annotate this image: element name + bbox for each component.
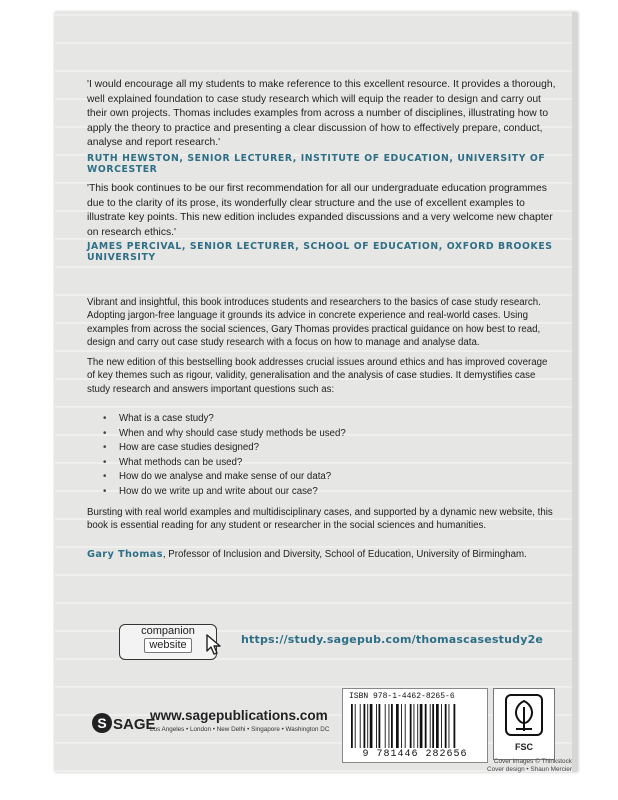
publisher-cities: Los Angeles • London • New Delhi • Singapore • Washington DC: [150, 726, 330, 733]
quote-1-attribution: RUTH HEWSTON, SENIOR LECTURER, INSTITUTE OF EDUCATION, UNIVERSITY OF WORCESTER: [87, 153, 546, 175]
companion-url-link[interactable]: https://study.sagepub.com/thomascasestudy2e: [241, 633, 544, 646]
isbn-barcode-box: [342, 688, 488, 763]
list-item: • How do we analyse and make sense of our data?: [103, 470, 346, 485]
quote-2-text: 'This book continues to be our first recommendation for all our undergraduate education programmes due to the clarity of its prose, its wonderfully clear structure and the use of excellent examples to illustrate key points. This new edition includes expanded discussions and a very welcome new chapter on research ethics.': [87, 183, 553, 238]
barcode-icon: [349, 704, 481, 748]
credit-design: Cover design • Shaun Mercier: [486, 766, 572, 773]
publisher-url[interactable]: www.sagepublications.com: [150, 708, 328, 723]
credit-images: Cover images © Thinkstock: [493, 758, 572, 765]
blurb-paragraph-1: Vibrant and insightful, this book introduces students and researchers to the basics of case study research. Adopting jargon-free language it grounds its advice in concrete experience and real-world cases. Using examples from across the social sciences, Gary Thomas provides practical guidance on how best to read, design and carry out case study research with a focus on how to manage and analyse data.: [87, 297, 541, 349]
fsc-tree-icon: [494, 689, 554, 741]
fsc-logo: [493, 688, 555, 760]
quote-2-attribution: JAMES PERCIVAL, SENIOR LECTURER, SCHOOL OF EDUCATION, OXFORD BROOKES UNIVERSITY: [87, 241, 553, 263]
svg-text:SAGE: SAGE: [113, 716, 156, 733]
list-item: • When and why should case study methods be used?: [103, 427, 346, 442]
companion-website-badge[interactable]: [119, 624, 217, 660]
author-name: Gary Thomas: [87, 549, 163, 560]
isbn-text: ISBN 978-1-4462-8265-6: [349, 692, 455, 701]
questions-list: [103, 412, 346, 500]
cover-edge: [572, 12, 578, 772]
list-item: • What methods can be used?: [103, 456, 346, 471]
list-item: • What is a case study?: [103, 412, 346, 427]
quote-1-text: 'I would encourage all my students to make reference to this excellent resource. It provides a thorough, well explained foundation to case study research which will equip the reader to design and carry out their own projects. Thomas includes examples from across a number of disciplines, illustrating how to apply the theory to practice and presenting a clear discussion of how to effectively prepare, conduct, analyse and report research.': [87, 79, 556, 149]
list-item: • How do we write up and write about our case?: [103, 485, 346, 500]
companion-line1: companion: [141, 625, 195, 637]
author-bio: [87, 548, 557, 561]
cursor-icon: [205, 634, 223, 656]
blurb-paragraph-2: The new edition of this bestselling book addresses crucial issues around ethics and has improved coverage of key themes such as rigour, validity, generalisation and the analysis of case studies. It demystifies case study research and answers important questions such as:: [87, 357, 548, 395]
cover-credits: [487, 758, 572, 774]
back-cover: [55, 12, 578, 772]
blurb-paragraph-3: Bursting with real world examples and multidisciplinary cases, and supported by a dynamic new website, this book is essential reading for any student or researcher in the social sciences and humanities.: [87, 507, 553, 532]
barcode-digits: 9 781446 282656: [362, 749, 468, 760]
author-role: , Professor of Inclusion and Diversity, School of Education, University of Birmingham.: [162, 549, 527, 560]
fsc-label: FSC: [515, 742, 533, 752]
list-item: • How are case studies designed?: [103, 441, 346, 456]
svg-text:S: S: [97, 715, 107, 731]
companion-line2: website: [144, 638, 191, 653]
sage-logo-icon: [91, 710, 156, 736]
